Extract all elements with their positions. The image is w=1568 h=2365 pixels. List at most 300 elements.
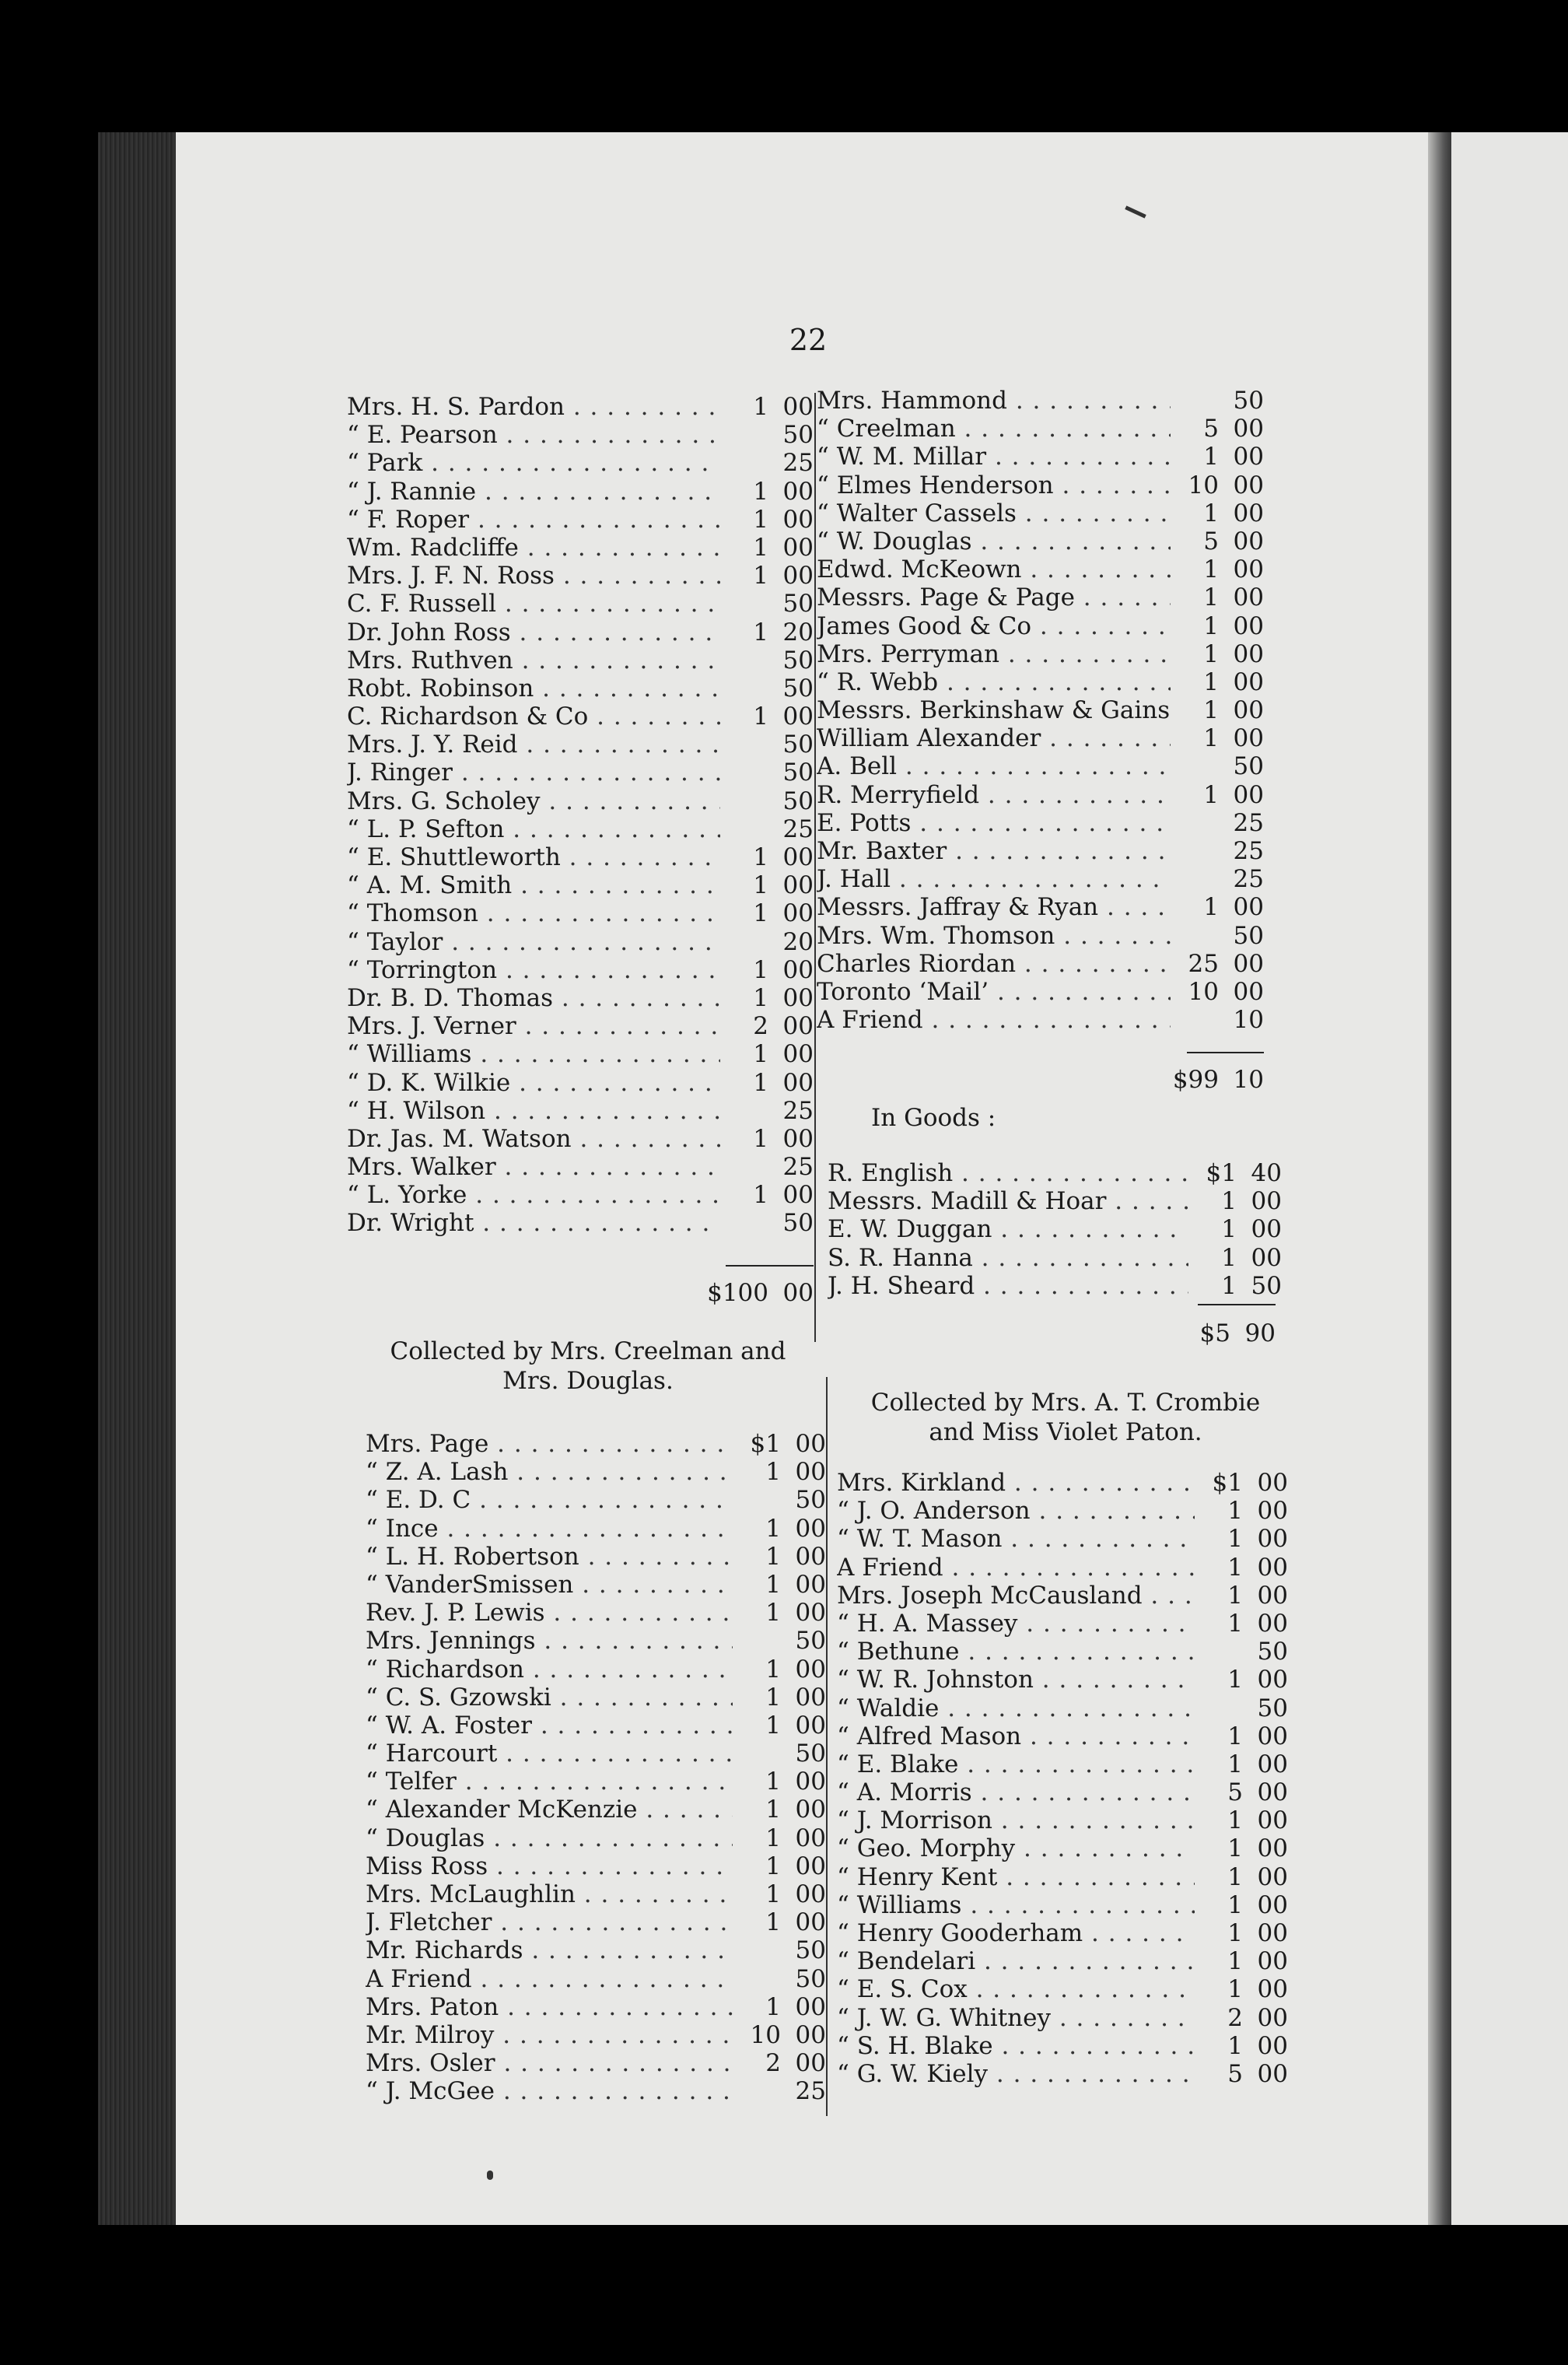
amount-dollars: 1 bbox=[765, 1458, 781, 1487]
right-total-dollars: $99 bbox=[1172, 1066, 1219, 1094]
amount-cents: 00 bbox=[795, 1711, 826, 1740]
amount-dollars: 2 bbox=[753, 1012, 768, 1041]
contributor-name: “ D. K. Wilkie . . . bbox=[347, 1069, 720, 1097]
amount-cents: 00 bbox=[1257, 2003, 1288, 2032]
contributor-name: “ E. D. C . . . bbox=[366, 1486, 733, 1514]
contributor-name: Miss Ross . . . bbox=[366, 1852, 733, 1880]
amount-cents: 20 bbox=[782, 927, 814, 956]
list-item bbox=[347, 1097, 814, 1125]
contributor-name: R. Merryfield . . . bbox=[817, 781, 1171, 809]
contributor-name: “ Creelman . . . bbox=[817, 415, 1171, 443]
list-item bbox=[817, 696, 1264, 724]
amount-cents: 00 bbox=[1257, 1469, 1288, 1497]
right-column-top-list bbox=[817, 387, 1264, 1034]
left-total bbox=[658, 1276, 814, 1310]
amount-cents: 00 bbox=[1233, 583, 1264, 612]
book-gutter bbox=[1428, 132, 1454, 2225]
amount-dollars: 1 bbox=[1221, 1271, 1237, 1300]
list-item bbox=[366, 2021, 826, 2049]
amount-cents: 40 bbox=[1251, 1159, 1282, 1187]
list-item bbox=[837, 1891, 1288, 1919]
amount-cents: 50 bbox=[1233, 387, 1264, 415]
amount-cents: 50 bbox=[782, 674, 814, 702]
contributor-name: “ Henry Kent . . . bbox=[837, 1863, 1195, 1891]
amount-cents: 25 bbox=[782, 1153, 814, 1182]
contributor-name: “ J. W. G. Whitney . . . bbox=[837, 2004, 1195, 2032]
amount-dollars: 1 bbox=[1203, 443, 1219, 471]
contributor-name: “ W. A. Foster . . . bbox=[366, 1712, 733, 1740]
contributor-name: “ S. H. Blake . . . bbox=[837, 2032, 1195, 2060]
list-item bbox=[837, 1525, 1288, 1553]
list-item bbox=[366, 1908, 826, 1936]
amount-cents: 50 bbox=[1233, 752, 1264, 781]
amount-dollars: 1 bbox=[1227, 1553, 1243, 1582]
contributor-name: “ G. W. Kiely . . . bbox=[837, 2060, 1195, 2088]
list-item bbox=[347, 1069, 814, 1097]
list-item bbox=[347, 478, 814, 506]
list-item bbox=[366, 1571, 826, 1599]
left-column-bottom-list bbox=[366, 1430, 826, 2106]
amount-dollars: $1 bbox=[1206, 1159, 1237, 1187]
amount-cents: 00 bbox=[795, 1852, 826, 1880]
amount-dollars: 1 bbox=[765, 1570, 781, 1599]
amount-cents: 50 bbox=[782, 759, 814, 787]
amount-cents: 00 bbox=[1257, 1834, 1288, 1863]
list-item bbox=[366, 1430, 826, 1458]
list-item bbox=[347, 984, 814, 1012]
amount-cents: 00 bbox=[1233, 611, 1264, 640]
left-column-top-list bbox=[347, 393, 814, 1238]
amount-cents: 50 bbox=[795, 1486, 826, 1515]
amount-cents: 50 bbox=[1251, 1271, 1282, 1300]
contributor-name: Mrs. Page . . . bbox=[366, 1430, 733, 1458]
amount-dollars: 1 bbox=[765, 1599, 781, 1627]
contributor-name: Mrs. Kirkland . . . bbox=[837, 1469, 1195, 1497]
amount-cents: 00 bbox=[1257, 1947, 1288, 1976]
amount-cents: 50 bbox=[782, 590, 814, 618]
page-speck bbox=[487, 2171, 493, 2180]
list-item bbox=[817, 640, 1264, 668]
amount-cents: 00 bbox=[782, 1040, 814, 1069]
amount-dollars: 1 bbox=[1221, 1187, 1237, 1216]
list-item bbox=[837, 1582, 1288, 1610]
contributor-name: Mrs. J. F. N. Ross . . . bbox=[347, 562, 720, 590]
contributor-name: Mr. Baxter . . . bbox=[817, 837, 1171, 865]
list-item bbox=[837, 1863, 1288, 1891]
left-collection-heading bbox=[370, 1337, 806, 1396]
list-item bbox=[837, 1554, 1288, 1582]
amount-dollars: 1 bbox=[765, 1514, 781, 1543]
amount-dollars: 1 bbox=[765, 1852, 781, 1880]
list-item bbox=[817, 499, 1264, 527]
contributor-name: “ Taylor . . . bbox=[347, 928, 720, 956]
list-item bbox=[347, 590, 814, 618]
right-collection-heading-line1: Collected by Mrs. A. T. Crombie bbox=[870, 1389, 1261, 1417]
list-item bbox=[817, 471, 1264, 499]
list-item bbox=[366, 1627, 826, 1655]
amount-cents: 00 bbox=[795, 1992, 826, 2021]
in-goods-total bbox=[1120, 1316, 1276, 1351]
list-item bbox=[828, 1215, 1282, 1243]
contributor-name: “ J. O. Anderson . . . bbox=[837, 1497, 1195, 1525]
contributor-name: “ Elmes Henderson . . . bbox=[817, 471, 1171, 499]
amount-cents: 25 bbox=[1233, 837, 1264, 865]
list-item bbox=[347, 1125, 814, 1153]
list-item bbox=[366, 1936, 826, 1964]
amount-cents: 00 bbox=[1233, 471, 1264, 499]
amount-dollars: 1 bbox=[765, 1768, 781, 1796]
contributor-name: “ J. McGee . . . bbox=[366, 2077, 733, 2105]
amount-cents: 25 bbox=[1233, 865, 1264, 894]
amount-dollars: 1 bbox=[1203, 893, 1219, 922]
amount-cents: 00 bbox=[1233, 499, 1264, 527]
list-item bbox=[347, 731, 814, 759]
amount-dollars: 1 bbox=[753, 1040, 768, 1069]
amount-cents: 50 bbox=[782, 787, 814, 815]
amount-dollars: 5 bbox=[1203, 527, 1219, 555]
amount-dollars: 10 bbox=[1188, 977, 1219, 1006]
list-item bbox=[828, 1159, 1282, 1187]
list-item bbox=[817, 668, 1264, 696]
list-item bbox=[347, 674, 814, 702]
amount-dollars: 1 bbox=[753, 562, 768, 590]
list-item bbox=[366, 1824, 826, 1852]
list-item bbox=[837, 1919, 1288, 1947]
contributor-name: “ W. Douglas . . . bbox=[817, 527, 1171, 555]
page-number: 22 bbox=[789, 323, 828, 357]
amount-cents: 00 bbox=[1257, 1862, 1288, 1891]
contributor-name: Mrs. Jennings . . . bbox=[366, 1627, 733, 1655]
list-item bbox=[347, 702, 814, 731]
amount-dollars: 1 bbox=[1203, 696, 1219, 725]
amount-dollars: 1 bbox=[1227, 1609, 1243, 1638]
list-item bbox=[366, 1515, 826, 1543]
list-item bbox=[366, 1796, 826, 1824]
contributor-name: “ L. P. Sefton . . . bbox=[347, 815, 720, 843]
amount-dollars: 1 bbox=[1227, 1890, 1243, 1919]
facing-page-edge bbox=[1451, 132, 1568, 2225]
list-item bbox=[817, 1006, 1264, 1034]
amount-dollars: 25 bbox=[1188, 949, 1219, 978]
amount-cents: 00 bbox=[795, 1599, 826, 1627]
contributor-name: “ A. M. Smith . . . bbox=[347, 871, 720, 899]
contributor-name: A. Bell . . . bbox=[817, 752, 1171, 780]
list-item bbox=[837, 1610, 1288, 1638]
list-item bbox=[366, 1458, 826, 1486]
contributor-name: William Alexander . . . bbox=[817, 724, 1171, 752]
list-item bbox=[347, 956, 814, 984]
amount-dollars: 1 bbox=[753, 1181, 768, 1210]
amount-dollars: 1 bbox=[1227, 1581, 1243, 1610]
contributor-name: Dr. Jas. M. Watson . . . bbox=[347, 1125, 720, 1153]
contributor-name: J. Fletcher . . . bbox=[366, 1908, 733, 1936]
amount-cents: 50 bbox=[782, 1209, 814, 1238]
amount-cents: 00 bbox=[782, 393, 814, 421]
list-item bbox=[817, 781, 1264, 809]
contributor-name: J. H. Sheard . . . bbox=[828, 1272, 1188, 1300]
in-goods-total-cents: 90 bbox=[1244, 1319, 1276, 1347]
contributor-name: Mrs. Walker . . . bbox=[347, 1153, 720, 1181]
amount-cents: 00 bbox=[1257, 1666, 1288, 1694]
list-item bbox=[837, 1834, 1288, 1862]
amount-cents: 00 bbox=[782, 899, 814, 928]
right-total-rule bbox=[1187, 1052, 1264, 1053]
contributor-name: “ J. Morrison . . . bbox=[837, 1806, 1195, 1834]
amount-dollars: 1 bbox=[753, 505, 768, 534]
amount-dollars: 1 bbox=[753, 1124, 768, 1153]
amount-cents: 00 bbox=[795, 1768, 826, 1796]
amount-cents: 00 bbox=[1233, 893, 1264, 922]
amount-cents: 00 bbox=[1233, 977, 1264, 1006]
amount-cents: 50 bbox=[795, 1964, 826, 1993]
amount-cents: 00 bbox=[795, 1430, 826, 1458]
list-item bbox=[366, 1852, 826, 1880]
contributor-name: “ H. A. Massey . . . bbox=[837, 1610, 1195, 1638]
list-item bbox=[837, 2004, 1288, 2032]
list-item bbox=[817, 837, 1264, 865]
list-item bbox=[817, 893, 1264, 921]
amount-cents: 00 bbox=[1233, 949, 1264, 978]
amount-dollars: 1 bbox=[1203, 499, 1219, 527]
amount-cents: 00 bbox=[1251, 1187, 1282, 1216]
contributor-name: “ A. Morris . . . bbox=[837, 1778, 1195, 1806]
contributor-name: “ Park . . . bbox=[347, 449, 720, 477]
list-item bbox=[837, 1497, 1288, 1525]
list-item bbox=[347, 1153, 814, 1181]
list-item bbox=[366, 1543, 826, 1571]
amount-cents: 00 bbox=[1257, 1609, 1288, 1638]
list-item bbox=[837, 2032, 1288, 2060]
amount-dollars: 1 bbox=[765, 1908, 781, 1937]
contributor-name: “ Thomson . . . bbox=[347, 899, 720, 927]
amount-cents: 50 bbox=[1233, 921, 1264, 950]
list-item bbox=[366, 1712, 826, 1740]
contributor-name: Mrs. Wm. Thomson . . . bbox=[817, 922, 1171, 950]
list-item bbox=[837, 1975, 1288, 2003]
contributor-name: “ L. Yorke . . . bbox=[347, 1181, 720, 1209]
contributor-name: “ E. Shuttleworth . . . bbox=[347, 843, 720, 871]
amount-cents: 00 bbox=[782, 702, 814, 731]
amount-cents: 00 bbox=[1257, 1919, 1288, 1947]
contributor-name: Wm. Radcliffe . . . bbox=[347, 534, 720, 562]
column-divider bbox=[826, 1377, 828, 2116]
contributor-name: Mrs. Perryman . . . bbox=[817, 640, 1171, 668]
contributor-name: Mrs. Joseph McCausland . . . bbox=[837, 1582, 1195, 1610]
amount-dollars: 1 bbox=[1203, 639, 1219, 668]
contributor-name: “ L. H. Robertson . . . bbox=[366, 1543, 733, 1571]
contributor-name: Mrs. Ruthven . . . bbox=[347, 646, 720, 674]
amount-cents: 50 bbox=[795, 1936, 826, 1965]
amount-cents: 10 bbox=[1233, 1006, 1264, 1035]
amount-cents: 50 bbox=[1257, 1638, 1288, 1666]
amount-dollars: 2 bbox=[765, 2049, 781, 2078]
amount-cents: 00 bbox=[1257, 1778, 1288, 1807]
contributor-name: Dr. B. D. Thomas . . . bbox=[347, 984, 720, 1012]
contributor-name: Mrs. Paton . . . bbox=[366, 1993, 733, 2021]
amount-cents: 00 bbox=[1257, 1525, 1288, 1554]
amount-cents: 00 bbox=[782, 1068, 814, 1097]
list-item bbox=[347, 393, 814, 421]
right-total bbox=[1108, 1063, 1264, 1097]
amount-dollars: 1 bbox=[753, 899, 768, 928]
in-goods-heading: In Goods : bbox=[871, 1104, 996, 1132]
list-item bbox=[366, 1599, 826, 1627]
amount-cents: 00 bbox=[782, 477, 814, 506]
contributor-name: “ Ince . . . bbox=[366, 1515, 733, 1543]
amount-dollars: 1 bbox=[1227, 1497, 1243, 1526]
contributor-name: “ W. M. Millar . . . bbox=[817, 443, 1171, 471]
list-item bbox=[837, 1806, 1288, 1834]
contributor-name: James Good & Co . . . bbox=[817, 612, 1171, 640]
amount-dollars: 1 bbox=[1203, 724, 1219, 753]
amount-cents: 25 bbox=[782, 815, 814, 843]
list-item bbox=[347, 618, 814, 646]
contributor-name: C. F. Russell . . . bbox=[347, 590, 720, 618]
contributor-name: E. Potts . . . bbox=[817, 809, 1171, 837]
list-item bbox=[817, 415, 1264, 443]
list-item bbox=[837, 1722, 1288, 1750]
contributor-name: “ Torrington . . . bbox=[347, 956, 720, 984]
list-item bbox=[347, 421, 814, 449]
in-goods-list bbox=[828, 1159, 1282, 1300]
amount-dollars: 1 bbox=[1221, 1215, 1237, 1244]
amount-cents: 50 bbox=[782, 646, 814, 674]
amount-cents: 50 bbox=[1257, 1694, 1288, 1722]
list-item bbox=[817, 752, 1264, 780]
list-item bbox=[837, 1666, 1288, 1694]
contributor-name: “ Z. A. Lash . . . bbox=[366, 1458, 733, 1486]
amount-cents: 00 bbox=[1251, 1215, 1282, 1244]
list-item bbox=[817, 443, 1264, 471]
list-item bbox=[347, 759, 814, 787]
amount-dollars: 1 bbox=[1227, 1806, 1243, 1835]
list-item bbox=[366, 1880, 826, 1908]
amount-dollars: 5 bbox=[1227, 2059, 1243, 2088]
contributor-name: “ Bethune . . . bbox=[837, 1638, 1195, 1666]
list-item bbox=[366, 1740, 826, 1768]
list-item bbox=[347, 871, 814, 899]
amount-cents: 00 bbox=[1257, 1722, 1288, 1750]
amount-dollars: 2 bbox=[1227, 2003, 1243, 2032]
contributor-name: Toronto ‘Mail’ . . . bbox=[817, 978, 1171, 1006]
amount-cents: 00 bbox=[1257, 1553, 1288, 1582]
amount-dollars: 1 bbox=[1203, 583, 1219, 612]
amount-dollars: 1 bbox=[1227, 1919, 1243, 1947]
amount-dollars: 10 bbox=[1188, 471, 1219, 499]
amount-dollars: 1 bbox=[765, 1711, 781, 1740]
amount-cents: 00 bbox=[1233, 415, 1264, 443]
amount-dollars: 1 bbox=[765, 1542, 781, 1571]
contributor-name: Mrs. Hammond . . . bbox=[817, 387, 1171, 415]
list-item bbox=[366, 2049, 826, 2077]
contributor-name: Mrs. H. S. Pardon . . . bbox=[347, 393, 720, 421]
contributor-name: Mrs. G. Scholey . . . bbox=[347, 787, 720, 815]
amount-dollars: 1 bbox=[1227, 1722, 1243, 1750]
amount-cents: 50 bbox=[795, 1627, 826, 1656]
amount-dollars: 1 bbox=[753, 955, 768, 984]
amount-cents: 00 bbox=[1257, 1750, 1288, 1778]
contributor-name: A Friend . . . bbox=[837, 1554, 1195, 1582]
contributor-name: “ Walter Cassels . . . bbox=[817, 499, 1171, 527]
right-column-bottom-list bbox=[837, 1469, 1288, 2088]
amount-cents: 00 bbox=[782, 505, 814, 534]
contributor-name: “ Alfred Mason . . . bbox=[837, 1722, 1195, 1750]
amount-dollars: 1 bbox=[765, 1796, 781, 1824]
amount-cents: 00 bbox=[795, 2020, 826, 2049]
contributor-name: Mr. Milroy . . . bbox=[366, 2021, 733, 2049]
list-item bbox=[817, 809, 1264, 837]
amount-dollars: 1 bbox=[765, 1992, 781, 2021]
amount-dollars: 1 bbox=[1203, 780, 1219, 809]
contributor-name: Dr. John Ross . . . bbox=[347, 618, 720, 646]
contributor-name: R. English . . . bbox=[828, 1159, 1188, 1187]
amount-cents: 20 bbox=[782, 618, 814, 646]
left-collection-heading-line1: Collected by Mrs. Creelman and bbox=[390, 1337, 786, 1365]
list-item bbox=[837, 1778, 1288, 1806]
left-total-rule bbox=[726, 1265, 814, 1267]
contributor-name: “ VanderSmissen . . . bbox=[366, 1571, 733, 1599]
amount-dollars: 1 bbox=[1227, 1834, 1243, 1863]
contributor-name: Rev. J. P. Lewis . . . bbox=[366, 1599, 733, 1627]
amount-cents: 00 bbox=[1233, 780, 1264, 809]
contributor-name: “ Richardson . . . bbox=[366, 1656, 733, 1684]
amount-dollars: 5 bbox=[1227, 1778, 1243, 1807]
contributor-name: Robt. Robinson . . . bbox=[347, 674, 720, 702]
amount-dollars: 5 bbox=[1203, 415, 1219, 443]
list-item bbox=[347, 843, 814, 871]
contributor-name: Dr. Wright . . . bbox=[347, 1209, 720, 1237]
amount-cents: 00 bbox=[782, 1012, 814, 1041]
contributor-name: Mrs. J. Verner . . . bbox=[347, 1012, 720, 1040]
list-item bbox=[828, 1272, 1282, 1300]
amount-cents: 00 bbox=[1257, 1497, 1288, 1526]
contributor-name: E. W. Duggan . . . bbox=[828, 1215, 1188, 1243]
contributor-name: “ Williams . . . bbox=[837, 1891, 1195, 1919]
amount-dollars: 1 bbox=[753, 702, 768, 731]
amount-cents: 00 bbox=[782, 562, 814, 590]
amount-cents: 00 bbox=[1233, 639, 1264, 668]
amount-cents: 25 bbox=[1233, 808, 1264, 837]
contributor-name: “ C. S. Gzowski . . . bbox=[366, 1684, 733, 1712]
amount-cents: 00 bbox=[795, 1458, 826, 1487]
right-total-cents: 10 bbox=[1233, 1066, 1264, 1094]
amount-cents: 00 bbox=[1257, 2059, 1288, 2088]
amount-cents: 00 bbox=[1257, 1806, 1288, 1835]
contributor-name: Charles Riordan . . . bbox=[817, 950, 1171, 978]
list-item bbox=[347, 1181, 814, 1209]
list-item bbox=[366, 1486, 826, 1514]
contributor-name: Messrs. Page & Page . . . bbox=[817, 583, 1171, 611]
amount-cents: 00 bbox=[795, 1542, 826, 1571]
amount-cents: 00 bbox=[782, 1124, 814, 1153]
contributor-name: Mrs. McLaughlin . . . bbox=[366, 1880, 733, 1908]
amount-dollars: 1 bbox=[765, 1824, 781, 1852]
left-collection-heading-line2: Mrs. Douglas. bbox=[502, 1367, 674, 1395]
contributor-name: “ F. Roper . . . bbox=[347, 506, 720, 534]
contributor-name: “ J. Rannie . . . bbox=[347, 478, 720, 506]
contributor-name: “ H. Wilson . . . bbox=[347, 1097, 720, 1125]
amount-cents: 00 bbox=[795, 1796, 826, 1824]
amount-dollars: 1 bbox=[1227, 2031, 1243, 2060]
amount-cents: 00 bbox=[782, 955, 814, 984]
book-page-edges bbox=[98, 132, 184, 2225]
amount-cents: 00 bbox=[795, 1514, 826, 1543]
amount-dollars: 1 bbox=[1203, 667, 1219, 696]
contributor-name: “ E. Blake . . . bbox=[837, 1750, 1195, 1778]
list-item bbox=[817, 950, 1264, 978]
list-item bbox=[347, 534, 814, 562]
contributor-name: Messrs. Jaffray & Ryan . . . bbox=[817, 893, 1171, 921]
